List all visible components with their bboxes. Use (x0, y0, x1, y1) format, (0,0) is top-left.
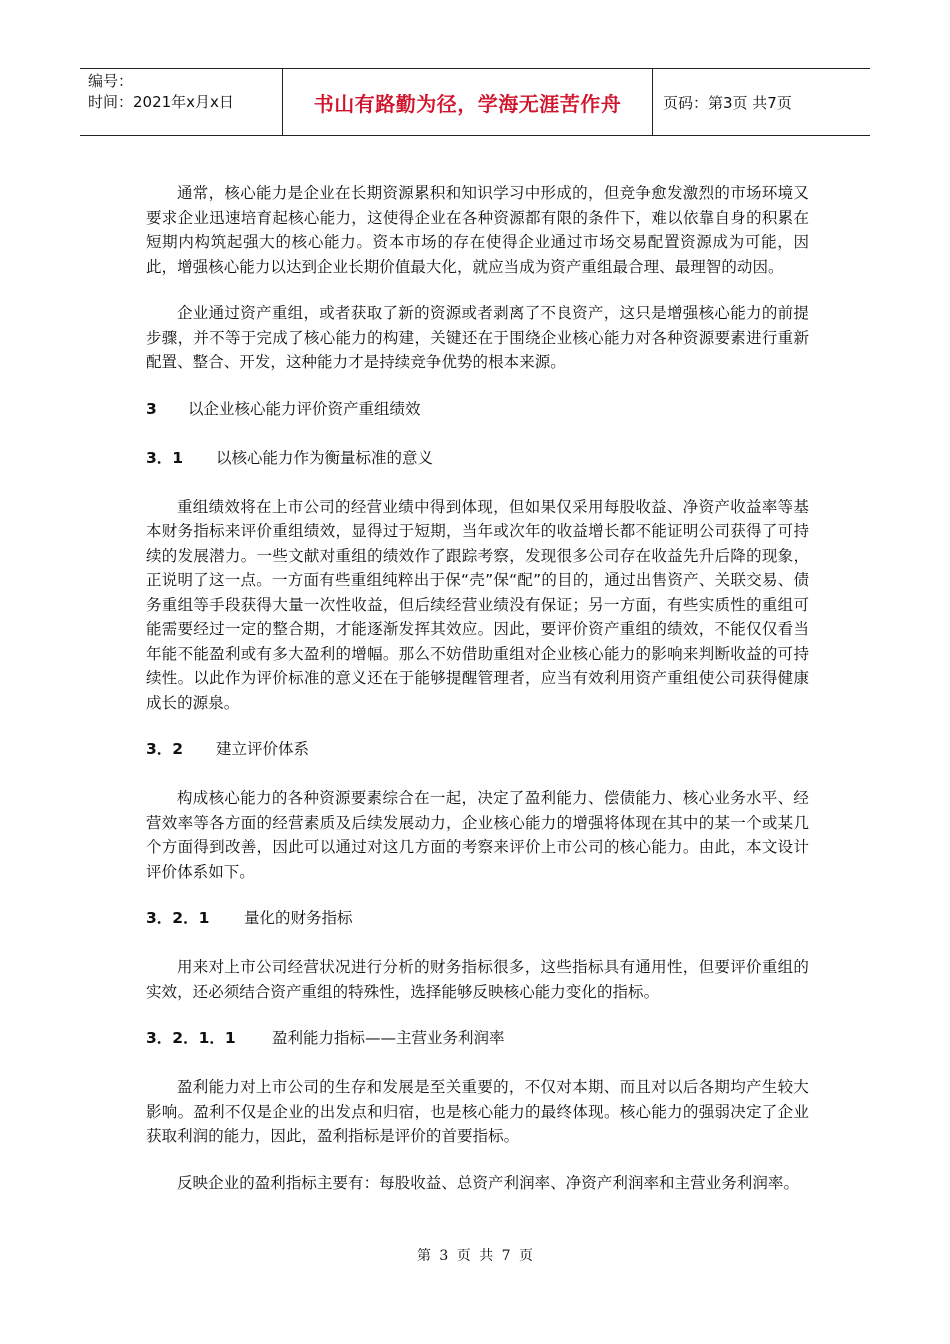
paragraph-7: 反映企业的盈利指标主要有：每股收益、总资产利润率、净资产利润率和主营业务利润率。 (177, 1173, 800, 1192)
heading-3-2-1 (146, 906, 809, 930)
header-page-label: 页码：第3页 共7页 (663, 93, 792, 112)
heading-3 (146, 397, 809, 421)
date-label: 时间：2021年x月x日 (88, 93, 234, 111)
paragraph-2: 企业通过资产重组，或者获取了新的资源或者剥离了不良资产，这只是增强核心能力的前提步骤，并不等于完成了核心能力的构建，关键还在于围绕企业核心能力对各种资源要素进行重新配置、整合、开发，这种能力才是持续竞争优势的根本来源。 (146, 304, 809, 371)
paragraph-4: 构成核心能力的各种资源要素综合在一起，决定了盈利能力、偿债能力、核心业务水平、经营效率等各方面的经营素质及后续发展动力，企业核心能力的增强将体现在其中的某一个或某几个方面得到改善，因此可以通过对这几方面的考察来评价上市公司的核心能力。由此，本文设计评价体系如下。 (146, 789, 809, 881)
heading-3-2 (146, 737, 809, 761)
document-body (146, 181, 809, 1217)
heading-3-2-1-1-number: 3．2．1．1 (146, 1029, 236, 1047)
header-meta (80, 69, 283, 135)
paragraph-3: 重组绩效将在上市公司的经营业绩中得到体现，但如果仅采用每股收益、净资产收益率等基本财务指标来评价重组绩效，显得过于短期，当年或次年的收益增长都不能证明公司获得了可持续的发展潜力。一些文献对重组的绩效作了跟踪考察，发现很多公司存在收益先升后降的现象，正说明了这一点。一方面有些重组纯粹出于保“壳”保“配”的目的，通过出售资产、关联交易、债务重组等手段获得大量一次性收益，但后续经营业绩没有保证；另一方面，有些实质性的重组可能需要经过一定的整合期，才能逐渐发挥其效应。因此，要评价资产重组的绩效，不能仅仅看当年能不能盈利或有多大盈利的增幅。那么不妨借助重组对企业核心能力的影响来判断收益的可持续性。以此作为评价标准的意义还在于能够提醒管理者，应当有效利用资产重组使公司获得健康成长的源泉。 (146, 497, 809, 712)
number-label: 编号： (88, 72, 134, 90)
heading-3-2-title: 建立评价体系 (216, 740, 310, 758)
heading-3-2-1-title: 量化的财务指标 (244, 909, 353, 927)
header-motto: 书山有路勤为径，学海无涯苦作舟 (283, 69, 653, 135)
heading-3-title: 以企业核心能力评价资产重组绩效 (188, 399, 421, 418)
paragraph-6: 盈利能力对上市公司的生存和发展是至关重要的，不仅对本期、而且对以后各期均产生较大影响。盈利不仅是企业的出发点和归宿，也是核心能力的最终体现。核心能力的强弱决定了企业获取利润的能力，因此，盈利指标是评价的首要指标。 (146, 1078, 809, 1145)
heading-3-1-title: 以核心能力作为衡量标准的意义 (216, 448, 434, 467)
heading-3-1 (146, 446, 809, 470)
heading-3-2-1-1-title: 盈利能力指标——主营业务利润率 (272, 1029, 505, 1047)
paragraph-1: 通常，核心能力是企业在长期资源累积和知识学习中形成的，但竞争愈发激烈的市场环境又要求企业迅速培育起核心能力，这使得企业在各种资源都有限的条件下，难以依靠自身的积累在短期内构筑起强大的核心能力。资本市场的存在使得企业通过市场交易配置资源成为可能，因此，增强核心能力以达到企业长期价值最大化，就应当成为资产重组最合理、最理智的动因。 (146, 184, 809, 276)
heading-3-2-1-number: 3．2．1 (146, 909, 210, 927)
heading-3-2-number: 3．2 (146, 740, 184, 758)
heading-3-number: 3 (146, 399, 157, 418)
paragraph-5: 用来对上市公司经营状况进行分析的财务指标很多，这些指标具有通用性，但要评价重组的实效，还必须结合资产重组的特殊性，选择能够反映核心能力变化的指标。 (146, 958, 809, 1001)
page-header (80, 68, 870, 136)
page-footer: 第 3 页 共 7 页 (416, 1248, 534, 1264)
heading-3-2-1-1 (146, 1026, 809, 1050)
heading-3-1-number: 3．1 (146, 448, 184, 467)
